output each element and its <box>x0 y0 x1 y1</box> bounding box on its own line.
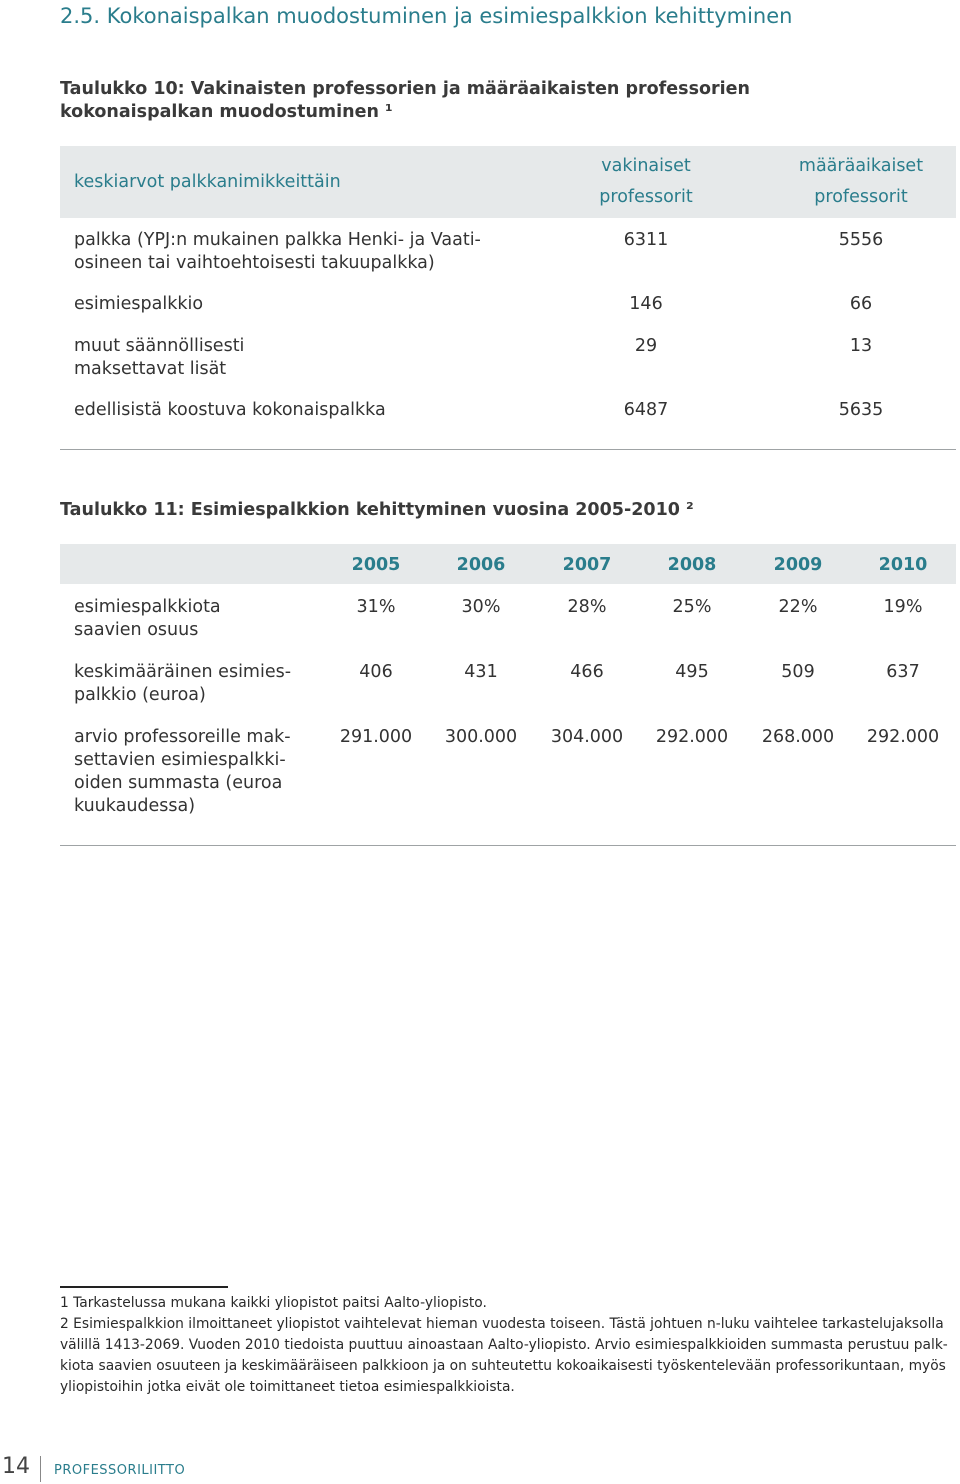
table11-row2-label-line1: keskimääräinen esimies- <box>74 662 292 682</box>
table11-row3-2007: 304.000 <box>550 727 624 747</box>
table11-row2-2005: 406 <box>359 662 393 682</box>
table10-row3-value-vakinaiset: 29 <box>634 336 658 356</box>
table11-row2-2010: 637 <box>886 662 920 682</box>
table11-row3-2009: 268.000 <box>761 727 835 747</box>
table10-title-line1: Taulukko 10: Vakinaisten professorien ja määräaikaisten professorien <box>60 79 750 99</box>
table10-header-col2-line2: professorit <box>814 187 908 207</box>
table10-header-col1-line1: vakinaiset <box>601 156 691 176</box>
table11-row1-2007: 28% <box>567 597 607 617</box>
table11-row1-label-line1: esimiespalkkiota <box>74 597 221 617</box>
table10-row1-label-line2: osineen tai vaihtoehtoisesti takuupalkka) <box>74 253 435 273</box>
footnote-2-line1: 2 Esimiespalkkion ilmoittaneet yliopistot vaihtelevat hieman vuodesta toiseen. Tästä johtuen n-luku vaihtelee tarkastelujaksolla <box>60 1316 944 1332</box>
table10-row4-value-maaraaikaiset: 5635 <box>838 400 884 420</box>
table10-row-label <box>74 229 481 275</box>
table10-row2-value-vakinaiset: 146 <box>629 294 663 314</box>
footnote-2-line3: kiota saavien osuuteen ja keskimääräiseen palkkioon ja on suhteutettu kokoaikaisesti työskentelevään professorikuntaan, myös <box>60 1358 946 1374</box>
table10-header-col2 <box>781 155 941 209</box>
table10-row3-label-line2: maksettavat lisät <box>74 359 227 379</box>
table11-row1-2010: 19% <box>883 597 923 617</box>
table10-row4-label: edellisistä koostuva kokonaispalkka <box>74 400 386 420</box>
table10-title-line2: kokonaispalkan muodostuminen ¹ <box>60 102 393 122</box>
table11-year-2005: 2005 <box>351 555 401 575</box>
table10-header-col2-line1: määräaikaiset <box>798 156 924 176</box>
table10-header-col1 <box>566 155 726 209</box>
table11-row3-2008: 292.000 <box>655 727 729 747</box>
table11-row3-2005: 291.000 <box>339 727 413 747</box>
table10-header-label: keskiarvot palkkanimikkeittäin <box>74 172 341 192</box>
table11-bottom-rule <box>60 845 956 846</box>
table11-row3-label-line1: arvio professoreille mak- <box>74 727 291 747</box>
table11-row3-label-line2: settavien esimiespalkki- <box>74 750 286 770</box>
table11-row2-label <box>74 661 291 707</box>
table10-row3-value-maaraaikaiset: 13 <box>849 336 873 356</box>
table11-row3-label <box>74 726 291 818</box>
table11-title: Taulukko 11: Esimiespalkkion kehittyminen vuosina 2005-2010 ² <box>60 500 694 520</box>
footnote-2-line2: välillä 1413-2069. Vuoden 2010 tiedoista puuttuu ainoastaan Aalto-yliopisto. Arvio esimiespalkkioiden summasta perustuu palk- <box>60 1337 948 1353</box>
footer-divider <box>40 1456 41 1482</box>
table10-row1-value-vakinaiset: 6311 <box>623 230 669 250</box>
table10-row-label <box>74 335 244 381</box>
table10-row1-value-maaraaikaiset: 5556 <box>838 230 884 250</box>
table11-year-2009: 2009 <box>773 555 823 575</box>
table11-row3-label-line4: kuukaudessa) <box>74 796 196 816</box>
footnotes <box>60 1293 960 1398</box>
table11-row1-label <box>74 596 221 642</box>
footnote-2-line4: yliopistoihin jotka eivät ole toimittaneet tietoa esimiespalkkioista. <box>60 1379 515 1395</box>
page-number: 14 <box>2 1454 30 1479</box>
table11-row3-2006: 300.000 <box>444 727 518 747</box>
table10-row4-value-vakinaiset: 6487 <box>623 400 669 420</box>
table11-row1-2005: 31% <box>356 597 396 617</box>
table10-row2-value-maaraaikaiset: 66 <box>849 294 873 314</box>
table11-row1-label-line2: saavien osuus <box>74 620 199 640</box>
footnote-rule <box>60 1286 228 1288</box>
table10-title <box>60 78 780 124</box>
table11-row2-2009: 509 <box>781 662 815 682</box>
table11-row2-2008: 495 <box>675 662 709 682</box>
section-title: 2.5. Kokonaispalkan muodostuminen ja esimiespalkkion kehittyminen <box>60 4 793 28</box>
table11-year-2008: 2008 <box>667 555 717 575</box>
table11-year-2006: 2006 <box>456 555 506 575</box>
table11-row1-2006: 30% <box>461 597 501 617</box>
table11-row3-label-line3: oiden summasta (euroa <box>74 773 283 793</box>
table11-row1-2008: 25% <box>672 597 712 617</box>
table10-bottom-rule <box>60 449 956 450</box>
publisher-brand: PROFESSORILIITTO <box>54 1463 186 1478</box>
table11-row1-2009: 22% <box>778 597 818 617</box>
footnote-1: 1 Tarkastelussa mukana kaikki yliopistot paitsi Aalto-yliopisto. <box>60 1295 487 1311</box>
table11-row2-2006: 431 <box>464 662 498 682</box>
table11-year-2007: 2007 <box>562 555 612 575</box>
table10-row1-label-line1: palkka (YPJ:n mukainen palkka Henki- ja Vaati- <box>74 230 481 250</box>
table10-header-col1-line2: professorit <box>599 187 693 207</box>
table10-row2-label: esimiespalkkio <box>74 294 204 314</box>
table10-row3-label-line1: muut säännöllisesti <box>74 336 245 356</box>
table11-row3-2010: 292.000 <box>866 727 940 747</box>
table11-year-2010: 2010 <box>878 555 928 575</box>
table11-row2-label-line2: palkkio (euroa) <box>74 685 206 705</box>
table11-row2-2007: 466 <box>570 662 604 682</box>
